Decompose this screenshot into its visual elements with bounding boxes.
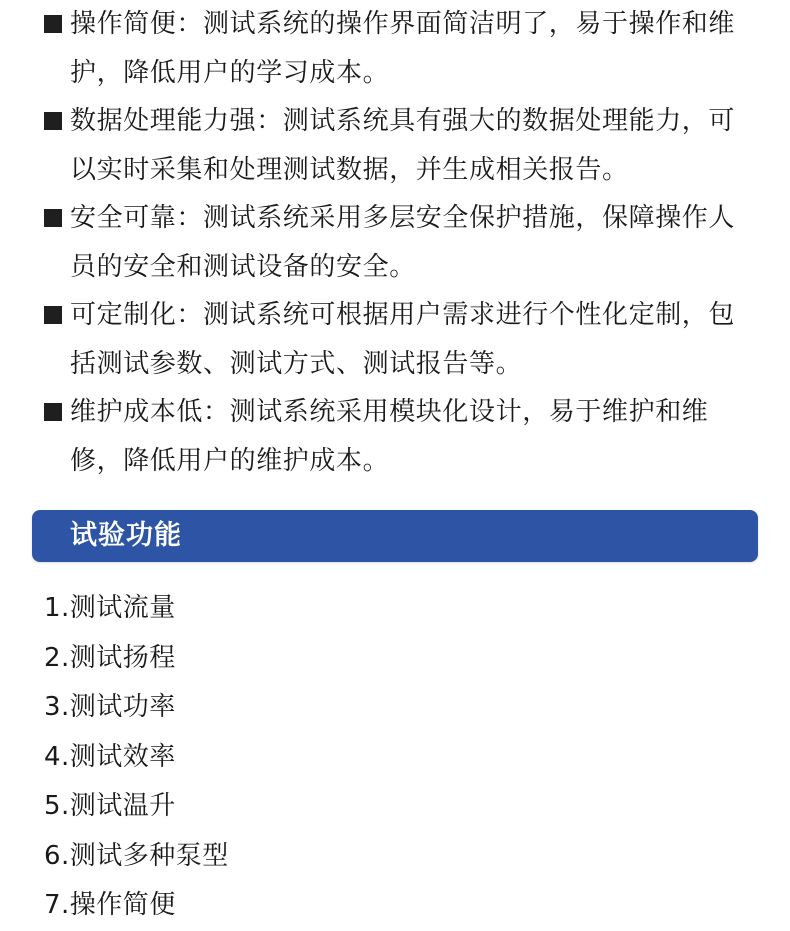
function-item: 3.测试功率: [44, 692, 176, 722]
square-bullet-icon: [44, 403, 62, 421]
feature-item: [44, 194, 756, 291]
feature-text: 维护成本低：测试系统采用模块化设计，易于维护和维修，降低用户的维护成本。: [70, 397, 709, 476]
square-bullet-icon: [44, 306, 62, 324]
feature-list: [44, 0, 756, 485]
feature-text: 可定制化：测试系统可根据用户需求进行个性化定制，包括测试参数、测试方式、测试报告等。: [70, 300, 736, 379]
function-item: 6.测试多种泵型: [44, 840, 229, 871]
feature-text: 安全可靠：测试系统采用多层安全保护措施，保障操作人员的安全和测试设备的安全。: [70, 203, 736, 282]
feature-text: 数据处理能力强：测试系统具有强大的数据处理能力，可以实时采集和处理测试数据，并生成相关报告。: [70, 106, 736, 185]
feature-item: [44, 388, 756, 485]
square-bullet-icon: [44, 209, 62, 227]
function-item: 2.测试扬程: [44, 642, 176, 673]
section-header-banner: [32, 510, 758, 562]
function-item: 7.操作简便: [44, 890, 176, 920]
function-item: 5.测试温升: [44, 791, 176, 821]
feature-text: 操作简便：测试系统的操作界面简洁明了，易于操作和维护，降低用户的学习成本。: [70, 9, 736, 88]
feature-item: [44, 291, 756, 388]
feature-item: [44, 97, 756, 194]
function-item: 4.测试效率: [44, 741, 176, 772]
function-item: 1.测试流量: [44, 593, 176, 623]
square-bullet-icon: [44, 15, 62, 33]
function-list: [44, 584, 229, 931]
feature-item: [44, 0, 756, 97]
square-bullet-icon: [44, 112, 62, 130]
section-title: 试验功能: [70, 520, 182, 551]
